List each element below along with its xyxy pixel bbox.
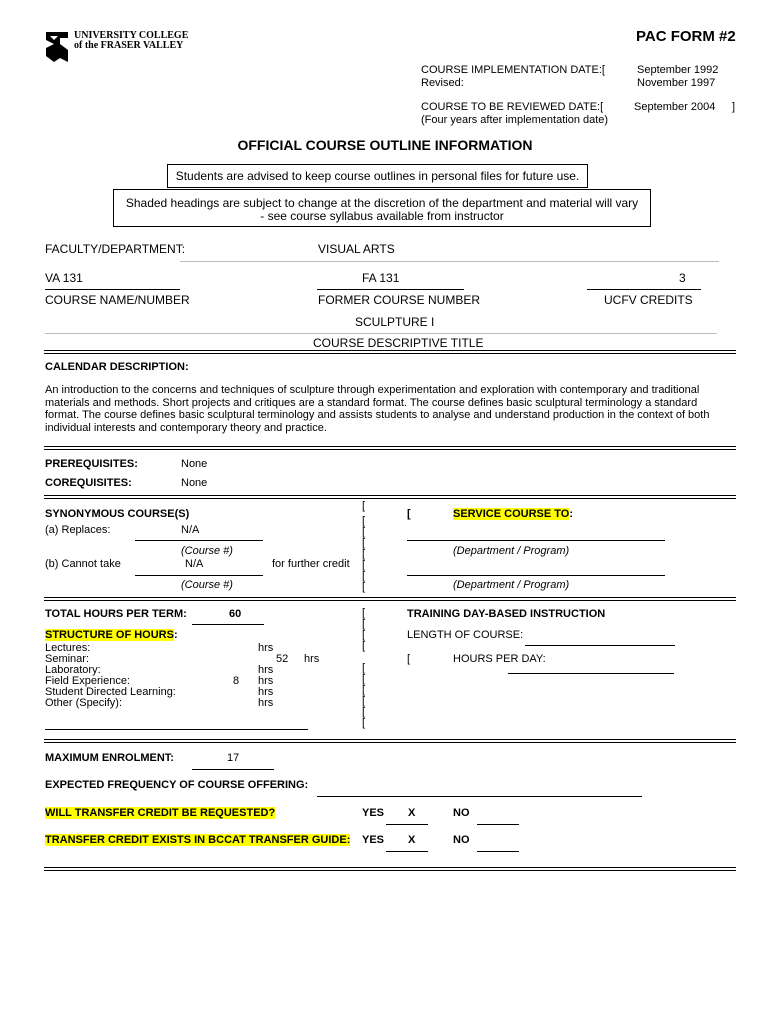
bracket: [ bbox=[362, 618, 366, 630]
bracket-column-2 bbox=[362, 608, 365, 729]
course-title: SCULPTURE I bbox=[355, 315, 435, 329]
coreq-label: COREQUISITES: bbox=[45, 477, 132, 489]
notice-text-1: Students are advised to keep course outlines in personal files for future use. bbox=[175, 169, 580, 183]
course-hint-2: (Course #) bbox=[181, 579, 233, 591]
total-hours-value: 60 bbox=[229, 608, 242, 620]
bracket: [ bbox=[362, 684, 366, 696]
replaces-value: N/A bbox=[181, 524, 200, 536]
hours-unit: hrs bbox=[258, 686, 274, 698]
notice-text-2b: - see course syllabus available from instructor bbox=[260, 209, 504, 223]
no-line-1 bbox=[477, 824, 519, 825]
divider-6 bbox=[44, 867, 736, 871]
course-number-line bbox=[45, 289, 180, 290]
divider-4 bbox=[44, 597, 736, 601]
transfer-question-2: TRANSFER CREDIT EXISTS IN BCCAT TRANSFER GUIDE: bbox=[45, 834, 351, 846]
page-title: OFFICIAL COURSE OUTLINE INFORMATION bbox=[237, 137, 533, 153]
logo-line1: UNIVERSITY COLLEGE bbox=[74, 30, 189, 41]
further-credit: for further credit bbox=[272, 558, 350, 570]
former-number-line bbox=[317, 289, 464, 290]
hours-row-label: Field Experience: bbox=[45, 675, 130, 687]
calendar-description bbox=[45, 384, 709, 434]
yes-mark-1: X bbox=[408, 807, 416, 819]
yes-label-1: YES bbox=[362, 807, 385, 819]
hours-row-label: Other (Specify): bbox=[45, 697, 123, 709]
prereq-value: None bbox=[181, 458, 208, 470]
faculty-value: VISUAL ARTS bbox=[318, 242, 395, 256]
structure-colon: : bbox=[173, 629, 178, 641]
bracket: [ bbox=[362, 526, 366, 538]
hours-row-label: Seminar: bbox=[45, 653, 90, 665]
bracket: [ bbox=[362, 515, 366, 527]
notice-text-2a: Shaded headings are subject to change at the discretion of the department and material will vary bbox=[125, 196, 639, 210]
enrolment-label: MAXIMUM ENROLMENT: bbox=[45, 752, 174, 764]
hours-unit: hrs bbox=[258, 642, 274, 654]
notice-box-2 bbox=[113, 189, 651, 227]
service-bracket: [ bbox=[407, 508, 411, 520]
service-line-2 bbox=[407, 575, 665, 576]
bracket: [ bbox=[362, 717, 366, 729]
replaces-label: (a) Replaces: bbox=[45, 524, 111, 536]
bracket: [ bbox=[362, 537, 366, 549]
length-line bbox=[525, 645, 675, 646]
university-logo-icon bbox=[44, 30, 70, 64]
hours-row-label: Laboratory: bbox=[45, 664, 101, 676]
review-label: COURSE TO BE REVIEWED DATE:[ bbox=[421, 101, 604, 113]
revised-value: November 1997 bbox=[637, 77, 716, 89]
revised-label: Revised: bbox=[421, 77, 464, 89]
service-colon: : bbox=[569, 508, 574, 520]
faculty-label: FACULTY/DEPARTMENT: bbox=[45, 242, 186, 256]
structure-label bbox=[45, 629, 178, 641]
service-line-1 bbox=[407, 540, 665, 541]
yes-line-1 bbox=[386, 824, 428, 825]
bracket: [ bbox=[362, 673, 366, 685]
transfer-question-1: WILL TRANSFER CREDIT BE REQUESTED? bbox=[45, 807, 276, 819]
review-note: (Four years after implementation date) bbox=[421, 114, 609, 126]
dept-hint-2: (Department / Program) bbox=[453, 579, 570, 591]
service-label bbox=[453, 508, 573, 520]
structure-label-text: STRUCTURE OF HOURS bbox=[45, 629, 174, 641]
bracket: [ bbox=[362, 706, 366, 718]
former-number-label: FORMER COURSE NUMBER bbox=[318, 293, 481, 307]
course-title-line bbox=[45, 333, 717, 334]
no-label-2: NO bbox=[453, 834, 470, 846]
course-number: VA 131 bbox=[45, 271, 83, 285]
hours-unit: hrs bbox=[258, 664, 274, 676]
bracket: [ bbox=[362, 581, 366, 593]
review-value: September 2004 bbox=[634, 101, 716, 113]
cannot-label: (b) Cannot take bbox=[45, 558, 121, 570]
yes-mark-2: X bbox=[408, 834, 416, 846]
bracket: [ bbox=[362, 570, 366, 582]
credits-line bbox=[587, 289, 701, 290]
seminar-value: 52 bbox=[276, 653, 289, 665]
enrolment-line bbox=[192, 769, 274, 770]
frequency-label: EXPECTED FREQUENCY OF COURSE OFFERING: bbox=[45, 779, 309, 791]
credits-label: UCFV CREDITS bbox=[604, 293, 693, 307]
impl-value: September 1992 bbox=[637, 64, 719, 76]
divider-1 bbox=[44, 350, 736, 354]
enrolment-value: 17 bbox=[227, 752, 240, 764]
training-label: TRAINING DAY-BASED INSTRUCTION bbox=[407, 608, 606, 620]
calendar-line: An introduction to the concerns and techniques of sculpture through experimentation and exploration with contemporary and traditional bbox=[45, 384, 700, 396]
calendar-line: format. The course defines basic sculptural terminology and assists students to analyse and understand production in the context of both bbox=[45, 409, 710, 421]
former-number: FA 131 bbox=[362, 271, 400, 285]
impl-label: COURSE IMPLEMENTATION DATE:[ bbox=[421, 64, 605, 76]
course-title-label: COURSE DESCRIPTIVE TITLE bbox=[313, 336, 484, 350]
divider-3 bbox=[44, 495, 736, 499]
logo-line2: of the FRASER VALLEY bbox=[74, 40, 184, 51]
hours-per-day-label: HOURS PER DAY: bbox=[453, 653, 546, 665]
total-hours-line bbox=[192, 624, 264, 625]
cannot-line bbox=[135, 575, 263, 576]
hours-labels bbox=[45, 643, 176, 709]
bracket: [ bbox=[362, 548, 366, 560]
notice-box-1 bbox=[167, 164, 588, 188]
field-experience-value: 8 bbox=[233, 675, 240, 687]
calendar-label: CALENDAR DESCRIPTION: bbox=[45, 361, 189, 373]
other-specify-line bbox=[45, 729, 308, 730]
calendar-line: individual interests and contemporary theory and practice. bbox=[45, 421, 327, 434]
seminar-unit: hrs bbox=[304, 653, 320, 665]
no-label-1: NO bbox=[453, 807, 470, 819]
hours-row-label: Student Directed Learning: bbox=[45, 686, 176, 698]
bracket: [ bbox=[362, 500, 366, 512]
prereq-label: PREREQUISITES: bbox=[45, 458, 138, 470]
bracket: [ bbox=[362, 559, 366, 571]
credits-value: 3 bbox=[679, 271, 686, 285]
hours-unit: hrs bbox=[258, 675, 274, 687]
cannot-value: N/A bbox=[185, 558, 204, 570]
length-label: LENGTH OF COURSE: bbox=[407, 629, 524, 641]
no-line-2 bbox=[477, 851, 519, 852]
bracket: [ bbox=[362, 640, 366, 652]
form-id: PAC FORM #2 bbox=[636, 28, 736, 45]
faculty-underline bbox=[180, 261, 719, 262]
replaces-line bbox=[135, 540, 263, 541]
divider-5 bbox=[44, 739, 736, 743]
synonymous-label: SYNONYMOUS COURSE(S) bbox=[45, 508, 190, 520]
bracket: [ bbox=[362, 629, 366, 641]
hours-per-day-bracket: [ bbox=[407, 653, 411, 665]
bracket-column-1 bbox=[362, 501, 365, 593]
dept-hint-1: (Department / Program) bbox=[453, 545, 570, 557]
hours-unit: hrs bbox=[258, 697, 274, 709]
service-label-text: SERVICE COURSE TO bbox=[453, 508, 570, 520]
total-hours-label: TOTAL HOURS PER TERM: bbox=[45, 608, 187, 620]
course-hint-1: (Course #) bbox=[181, 545, 233, 557]
course-number-label: COURSE NAME/NUMBER bbox=[45, 293, 190, 307]
hours-units bbox=[258, 643, 273, 709]
coreq-value: None bbox=[181, 477, 208, 489]
bracket: [ bbox=[362, 695, 366, 707]
bracket: [ bbox=[362, 607, 366, 619]
hours-per-day-line bbox=[508, 673, 674, 674]
review-close: ] bbox=[732, 101, 736, 113]
frequency-line bbox=[317, 796, 642, 797]
hours-row-label: Lectures: bbox=[45, 642, 91, 654]
yes-line-2 bbox=[386, 851, 428, 852]
calendar-line: materials and methods. Short projects and critiques are a standard format. The course defines basic sculptural terminology a standard bbox=[45, 396, 698, 409]
divider-2 bbox=[44, 446, 736, 450]
bracket: [ bbox=[362, 662, 366, 674]
yes-label-2: YES bbox=[362, 834, 385, 846]
